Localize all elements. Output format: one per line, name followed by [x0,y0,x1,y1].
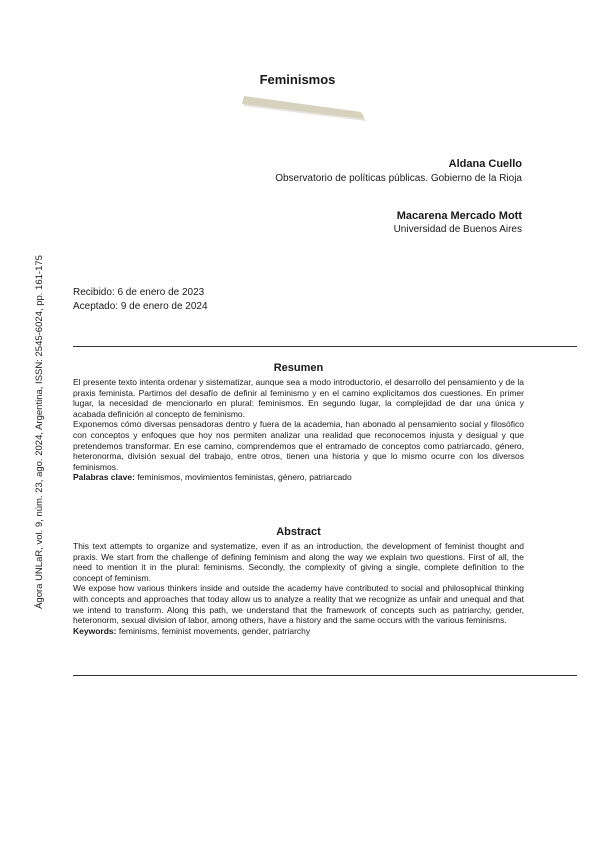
keywords-label: Keywords: [73,625,117,636]
keywords-value: feminisms, feminist movements, gender, patriarchy [118,625,311,636]
keywords-label: Palabras clave: [73,472,135,483]
journal-citation: Ágora UNLaR, vol. 9, núm. 23, ago. 2024, Argentina, ISSN: 2545-6024, pp. 161-175 [34,255,45,609]
title-decoration [242,92,367,124]
resumen-body [73,377,524,483]
received-date: Recibido: 6 de enero de 2023 [73,287,205,298]
keywords-value: feminismos, movimientos feministas, género, patriarcado [137,472,352,483]
author-name: Macarena Mercado Mott [396,210,522,222]
abstract-body [73,541,524,636]
author-affiliation: Universidad de Buenos Aires [393,224,522,235]
abstract-heading: Abstract [276,526,321,538]
abstract-keywords [73,626,524,637]
accepted-date: Aceptado: 9 de enero de 2024 [73,301,208,312]
article-title: Feminismos [259,72,336,87]
resumen-heading: Resumen [273,362,324,374]
author-name: Aldana Cuello [448,158,522,170]
abstract-paragraph: This text attempts to organize and systematize, even if as an introduction, the development of feminist thought and praxis. We start from the challenge of defining feminism and along the way we explain two questions. First of all, the need to mention it in the plural: feminisms. Secondly, the complexity of giving a single, complete definition to the concept of feminism. [73,541,524,583]
resumen-paragraph: Exponemos cómo diversas pensadoras dentro y fuera de la academia, han abonado al pensamiento social y filosófico con conceptos y enfoques que hoy nos permiten analizar una realidad que reconocemos injusta y desigual y que pretendemos transformar. En ese camino, comprendemos que el entramado de conceptos como patriarcado, género, heteronorma, división sexual del trabajo, entre otros, tienen una historia y que lo mismo ocurre con los diversos feminismos. [73,419,524,472]
divider [73,346,577,347]
abstract-paragraph: We expose how various thinkers inside and outside the academy have contributed to social and philosophical thinking with concepts and approaches that today allow us to analyze a reality that we recognize as unfair and unequal and that we intend to transform. Along this path, we understand that the framework of concepts such as patriarchy, gender, heteronorm, sexual division of labor, among others, have a history and the same occurs with the various feminisms. [73,583,524,626]
resumen-paragraph: El presente texto intenta ordenar y sistematizar, aunque sea a modo introductorio, el desarrollo del pensamiento y de la praxis feminista. Partimos del desafío de definir al feminismo y en el camino explicitamos dos cuestiones. En primer lugar, la necesidad de mencionarlo en plural: feminismos. En segundo lugar, la complejidad de dar una única y acabada definición al concepto de feminismo. [73,377,524,419]
journal-citation-sidebar [0,0,80,841]
divider [73,675,577,676]
resumen-keywords [73,472,524,483]
author-affiliation: Observatorio de políticas públicas. Gobierno de la Rioja [275,173,522,184]
